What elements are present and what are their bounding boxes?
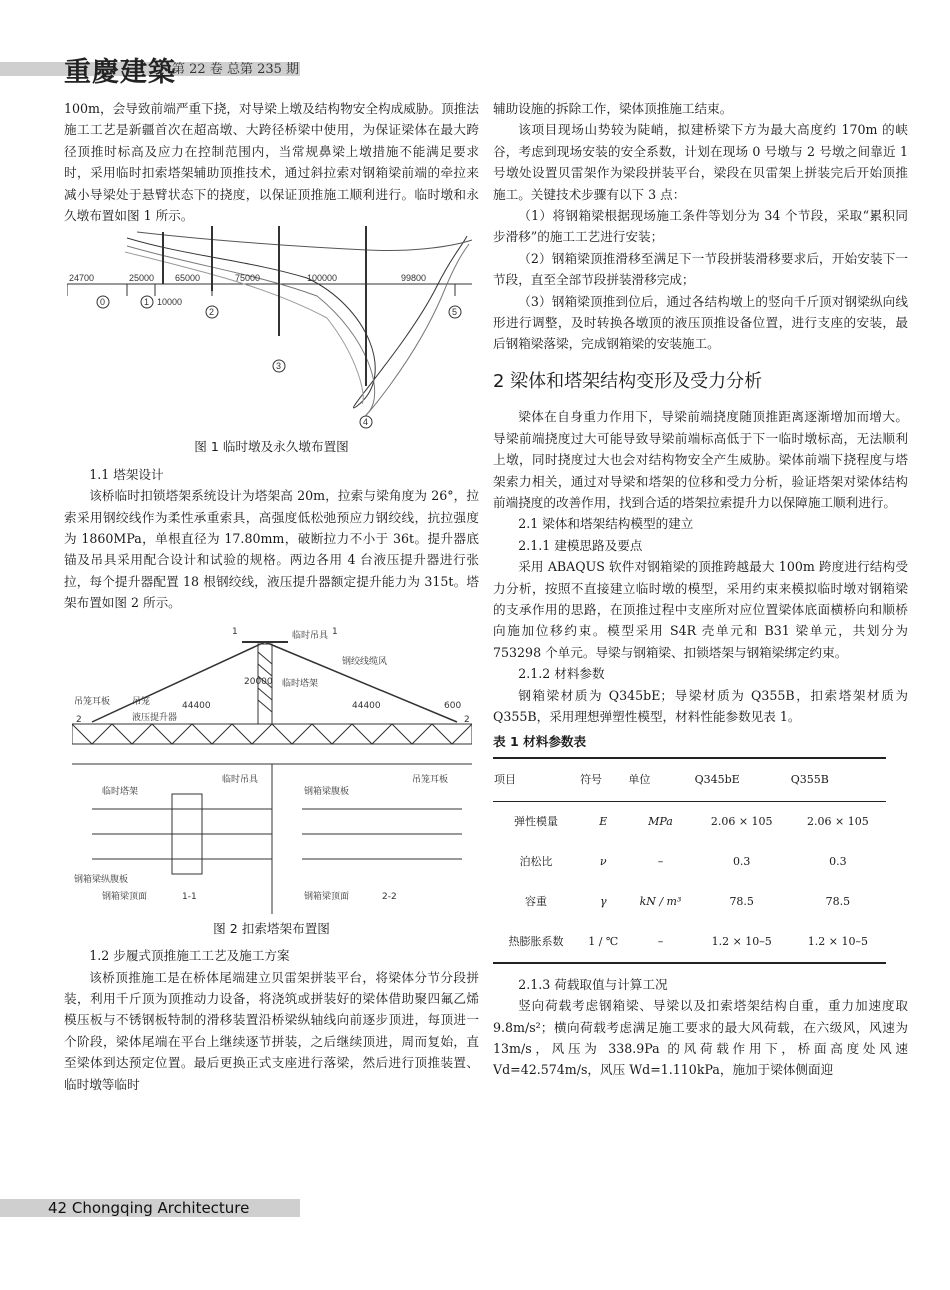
paragraph: 辅助设施的拆除工作，梁体顶推施工结束。	[493, 101, 733, 116]
table-header: Q345bE	[694, 758, 790, 802]
table-cell: 0.3	[829, 855, 847, 869]
table-cell: 容重	[525, 895, 548, 909]
table-row	[493, 922, 886, 963]
table-row	[493, 882, 886, 922]
paragraph: 竖向荷载考虑钢箱梁、导梁以及扣索塔架结构自重，重力加速度取 9.8m/s²；横向荷载考虑满足施工要求的最大风荷载，在六级风，风速为 13m/s，风压为 338.9Pa 的风荷载作用下，桥面高度处风速 Vd=42.574m/s，风压 Wd=1.110kPa，施加于梁体侧面迎	[493, 998, 908, 1078]
fig2-section-label: 钢箱梁顶面	[303, 891, 349, 902]
journal-logo: 重慶建築	[64, 57, 176, 88]
journal-name-en: Chongqing Architecture	[71, 1199, 250, 1217]
issue-number: 第 22 卷 总第 235 期	[172, 62, 300, 77]
fig2-label: 44400	[351, 700, 381, 711]
fig2-label: 临时塔架	[281, 678, 318, 689]
material-table	[493, 757, 886, 964]
fig2-section-label: 钢箱梁纵腹板	[73, 874, 128, 885]
header-band-gap	[300, 62, 950, 76]
step-item: （3）钢箱梁顶推到位后，通过各结构墩上的竖向千斤顶对钢梁纵向线形进行调整，及时转换各墩顶的液压顶推设备位置，进行支座的安装，最后钢箱梁落梁，完成钢箱梁的安装施工。	[493, 293, 908, 352]
fig2-label: 1	[331, 626, 338, 637]
table-header: 单位	[627, 758, 693, 802]
fig2-section-label: 2-2	[381, 891, 397, 902]
paragraph: 采用 ABAQUS 软件对钢箱梁的顶推跨越最大 100m 跨度进行结构受力分析，按照不直接建立临时墩的模型，采用约束来模拟临时墩对钢箱梁的支承作用的思路，在顶推过程中支座所对应位置梁体底面横桥向和顺桥向施加位移约束。模型采用 S4R 壳单元和 B31 梁单元，共划分为 753298 个单元。导梁与钢箱梁、扣锁塔架与钢箱梁绑定约束。	[493, 559, 908, 660]
paragraph: 梁体在自身重力作用下，导梁前端挠度随顶推距离逐渐增加而增大。导梁前端挠度过大可能导致导梁前端标高低于下一临时墩标高，无法顺利上墩，同时挠度过大也会对结构物安全产生威胁。梁体前端下挠程度与塔架索力相关，通过对导梁和塔架的位移和受力分析，验证塔架对梁体结构前端挠度的改善作用，找到合适的塔架拉索提升力以保障施工顺利进行。	[493, 409, 908, 510]
pier-number: 3	[275, 361, 281, 372]
table-row	[493, 842, 886, 882]
table-header: 符号	[579, 758, 627, 802]
step-item: （1）将钢箱梁根据现场施工条件等划分为 34 个节段，采取“累积同步滑移”的施工工艺进行安装；	[493, 208, 908, 245]
dim-label: 65000	[174, 273, 200, 284]
left-column	[64, 98, 479, 1095]
pier-number: 4	[362, 417, 368, 428]
table-cell: 0.3	[732, 855, 751, 869]
table-cell: kN / m³	[639, 895, 682, 909]
page-footer	[48, 1199, 249, 1217]
table-cell: 1.2 × 10–5	[694, 922, 790, 963]
paragraph: 钢箱梁材质为 Q345bE；导梁材质为 Q355B，扣索塔架材质为 Q355B，采用理想弹塑性模型，材料性能参数见表 1。	[493, 687, 908, 724]
dim-label: 24700	[68, 273, 94, 284]
figure-2-tower-layout	[72, 624, 472, 914]
fig2-section-label: 临时吊具	[221, 774, 258, 785]
dim-label: 10000	[156, 297, 182, 308]
fig2-label: 临时吊具	[291, 630, 328, 641]
fig2-section-label: 1-1	[181, 891, 197, 902]
fig2-label: 2	[75, 714, 82, 725]
page-number: 42	[48, 1199, 68, 1217]
paragraph: 该桥临时扣锁塔架系统设计为塔架高 20m，拉索与梁角度为 26°，拉索采用钢绞线作为柔性承重索具，高强度低松弛预应力钢绞线，抗拉强度为 1860MPa，单根直径为 17.80mm，破断拉力不小于 36t。提升器底锚及吊具采用配合设计和试验的规格。两边各用 4 台液压提升器进行张拉，每个提升器配置 18 根钢绞线，液压提升器额定提升能力为 315t。塔架布置如图 2 所示。	[64, 488, 479, 611]
footer-band-gap	[300, 1199, 950, 1217]
pier-number: 1	[143, 297, 149, 308]
table-cell: 泊松比	[519, 855, 553, 869]
table-cell: –	[627, 922, 693, 963]
truss-pattern	[72, 724, 472, 744]
fig2-label: 液压提升器	[131, 712, 177, 723]
fig2-label: 吊笼	[131, 696, 150, 707]
fig2-label: 吊笼耳板	[73, 696, 110, 707]
table-cell: 1 / ℃	[579, 922, 627, 963]
steel-box-girder	[72, 724, 472, 744]
fig2-label: 20000	[243, 676, 273, 687]
pier-number: 2	[208, 307, 214, 318]
dim-label: 100000	[306, 273, 337, 284]
table-cell: E	[599, 815, 608, 829]
table-cell: ν	[599, 855, 607, 869]
table-cell: 热膨胀系数	[493, 922, 579, 963]
figure-1-pier-layout	[67, 226, 477, 432]
table-header: Q355B	[790, 758, 886, 802]
table-cell: –	[657, 855, 664, 869]
section-heading: 2 梁体和塔架结构变形及受力分析	[493, 370, 763, 392]
table-cell: 2.06 × 105	[710, 815, 773, 829]
right-column	[493, 98, 908, 1081]
table-row	[493, 801, 886, 842]
table-cell: 78.5	[729, 895, 754, 909]
table-header: 项目	[493, 758, 579, 802]
stay-cable	[92, 642, 265, 722]
fig2-label: 1	[231, 626, 238, 637]
fig2-label: 44400	[181, 700, 211, 711]
fig2-label: 2	[463, 714, 470, 725]
fig2-section-label: 钢箱梁顶面	[101, 891, 147, 902]
table-cell: 2.06 × 105	[807, 815, 869, 829]
terrain-line	[127, 244, 469, 416]
table-cell: 弹性模量	[514, 815, 559, 829]
subsection-heading: 1.2 步履式顶推施工工艺及施工方案	[89, 948, 290, 964]
terrain-line	[127, 236, 467, 408]
paragraph: 该桥顶推施工是在桥体尾端建立贝雷架拼装平台，将梁体分节分段拼装，利用千斤顶为顶推动力设备，将浇筑或拼装好的梁体借助聚四氟乙烯模压板与不锈钢板特制的滑移装置沿桥梁纵轴线向前逐步顶进，每顶进一个阶段，梁体尾端在平台上继续逐节拼装，之后继续顶进，周而复始，直至梁体到达预定位置。最后更换正式支座进行落梁，然后进行顶推装置、临时墩等临时	[64, 969, 479, 1092]
subsection-heading: 2.1.3 荷载取值与计算工况	[518, 976, 668, 992]
figure-1-caption: 图 1 临时墩及永久墩布置图	[194, 439, 349, 455]
paragraph: 100m，会导致前端严重下挠，对导梁上墩及结构物安全构成威胁。顶推法施工工艺是新疆首次在超高墩、大跨径桥梁中使用，为保证梁体在最大跨径顶推时标高及应力在控制范围内，当常规鼻梁上墩措施不能满足要求时，采用临时扣索塔架辅助顶推技术，通过斜拉索对钢箱梁前端的牵拉来减小导梁处于悬臂状态下的挠度，以保证顶推施工顺利进行。临时墩和永久墩布置如图 1 所示。	[64, 101, 479, 224]
pier-number: 0	[99, 297, 105, 308]
fig2-label: 钢绞线缆风	[341, 656, 387, 667]
table-cell: γ	[599, 895, 607, 909]
fig2-section-label: 吊笼耳板	[411, 774, 448, 785]
paragraph: 该项目现场山势较为陡峭，拟建桥梁下方为最大高度约 170m 的峡谷，考虑到现场安装的安全系数，计划在现场 0 号墩与 2 号墩之间靠近 1 号墩处设置贝雷架作为梁段拼装平台，梁段在贝雷架上拼装完后开始顶推施工。关键技术步骤有以下 3 点：	[493, 122, 908, 202]
subsection-heading: 2.1.1 建模思路及要点	[518, 537, 643, 553]
fig2-section-label: 临时塔架	[101, 786, 138, 797]
subsection-heading: 2.1 梁体和塔架结构模型的建立	[518, 516, 694, 532]
table-cell: MPa	[648, 815, 673, 829]
table-1-caption: 表 1 材料参数表	[493, 734, 587, 750]
fig2-label: 600	[443, 700, 461, 711]
step-item: （2）钢箱梁顶推滑移至满足下一节段拼装滑移要求后，开始安装下一节段，直至全部节段拼装滑移完成；	[493, 250, 908, 288]
dim-label: 99800	[400, 273, 426, 284]
subsection-heading: 2.1.2 材料参数	[518, 666, 605, 682]
dim-label: 25000	[128, 273, 154, 284]
bridge-profile	[137, 232, 472, 251]
table-header-row	[493, 758, 886, 802]
subsection-heading: 1.1 塔架设计	[89, 466, 164, 482]
table-cell: 1.2 × 10–5	[790, 922, 886, 963]
pier-number: 5	[451, 307, 457, 318]
figure-2-caption: 图 2 扣索塔架布置图	[213, 920, 330, 936]
dim-label: 75000	[234, 273, 260, 284]
fig2-section-label: 钢箱梁腹板	[303, 786, 349, 797]
table-cell: 78.5	[825, 895, 851, 909]
